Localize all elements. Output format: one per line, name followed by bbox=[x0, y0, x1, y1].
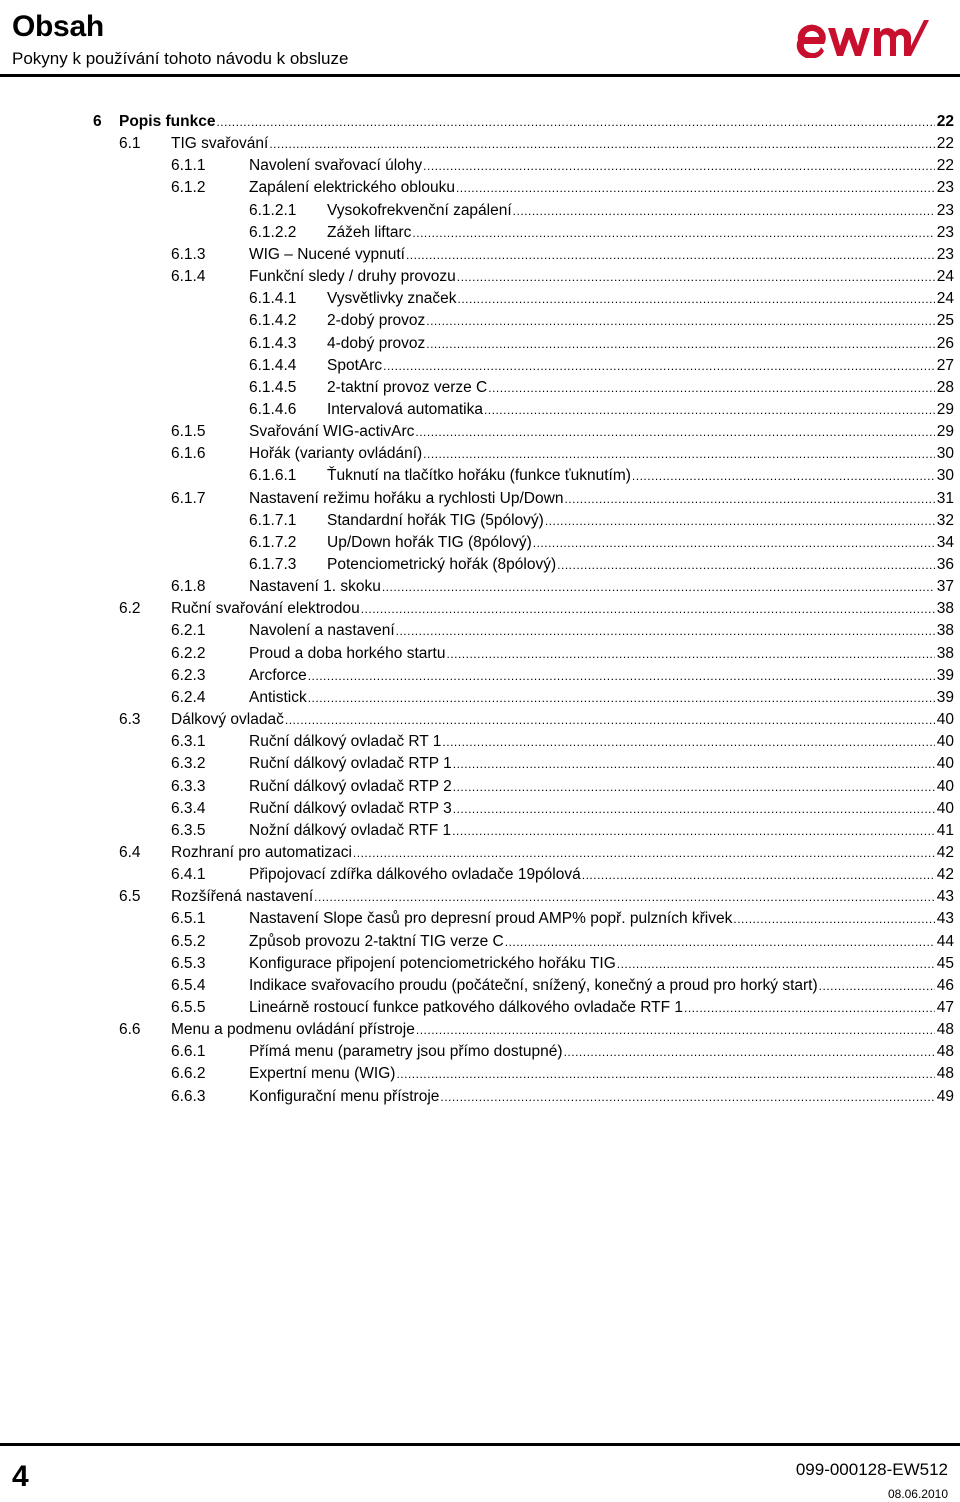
toc-dot-leader bbox=[442, 735, 935, 751]
toc-entry-title: Indikace svařovacího proudu (počáteční, snížený, konečný a proud pro horký start) bbox=[249, 976, 818, 994]
toc-dot-leader bbox=[426, 314, 935, 330]
toc-entry-page: 30 bbox=[936, 467, 954, 485]
toc-entry[interactable] bbox=[249, 508, 954, 530]
toc-entry[interactable] bbox=[171, 1084, 954, 1106]
toc-entry-page: 45 bbox=[936, 954, 954, 972]
toc-entry-page: 22 bbox=[936, 157, 954, 175]
toc-entry-number: 6.3.4 bbox=[171, 799, 206, 817]
toc-entry[interactable] bbox=[249, 220, 954, 242]
toc-dot-leader bbox=[426, 337, 935, 353]
toc-entry-title: Ruční svařování elektrodou bbox=[171, 600, 360, 618]
toc-dot-leader bbox=[457, 270, 935, 286]
document-date: 08.06.2010 bbox=[887, 1487, 948, 1501]
toc-entry-number: 6.1.2 bbox=[171, 179, 206, 197]
toc-entry-page: 23 bbox=[936, 245, 954, 263]
toc-entry-number: 6.1.7 bbox=[171, 489, 206, 507]
toc-entry-page: 43 bbox=[936, 888, 954, 906]
toc-entry[interactable] bbox=[249, 331, 954, 353]
toc-entry-title: WIG – Nucené vypnutí bbox=[249, 245, 405, 263]
toc-entry[interactable] bbox=[171, 818, 954, 840]
toc-dot-leader bbox=[453, 802, 935, 818]
toc-dot-leader bbox=[564, 492, 935, 508]
toc-entry-title: Vysvětlivky značek bbox=[327, 290, 457, 308]
toc-entry-number: 6.5.5 bbox=[171, 999, 206, 1016]
toc-entry-page: 38 bbox=[936, 644, 954, 662]
toc-entry-title: Up/Down hořák TIG (8pólový) bbox=[327, 533, 532, 551]
toc-entry[interactable] bbox=[249, 308, 954, 330]
toc-entry[interactable] bbox=[171, 419, 954, 441]
toc-entry[interactable] bbox=[171, 973, 954, 995]
toc-entry[interactable] bbox=[171, 685, 954, 707]
toc-entry-number: 6.1.4.5 bbox=[249, 378, 297, 396]
toc-entry[interactable] bbox=[171, 574, 954, 596]
toc-entry-number: 6.1.5 bbox=[171, 423, 206, 441]
toc-entry-title: SpotArc bbox=[327, 356, 383, 374]
toc-entry[interactable] bbox=[249, 463, 954, 485]
toc-entry-page: 40 bbox=[936, 733, 954, 751]
toc-entry[interactable] bbox=[171, 441, 954, 463]
toc-entry[interactable] bbox=[171, 486, 954, 508]
toc-entry-title: Funkční sledy / druhy provozu bbox=[249, 268, 456, 286]
toc-entry-title: Zážeh liftarc bbox=[327, 223, 412, 241]
toc-dot-leader bbox=[216, 115, 935, 131]
toc-entry[interactable] bbox=[119, 131, 954, 153]
document-code: 099-000128-EW512 bbox=[795, 1460, 948, 1479]
toc-entry[interactable] bbox=[171, 774, 954, 796]
toc-entry[interactable] bbox=[249, 530, 954, 552]
toc-dot-leader bbox=[285, 713, 935, 729]
toc-dot-leader bbox=[383, 359, 935, 375]
toc-entry-page: 24 bbox=[936, 268, 954, 286]
toc-entry-number: 6.3 bbox=[119, 711, 141, 729]
toc-dot-leader bbox=[684, 1001, 935, 1017]
toc-entry[interactable] bbox=[119, 707, 954, 729]
toc-entry[interactable] bbox=[171, 929, 954, 951]
toc-dot-leader bbox=[488, 381, 935, 397]
toc-entry-page: 24 bbox=[936, 290, 954, 308]
toc-entry-title: Menu a podmenu ovládání přístroje bbox=[171, 1021, 415, 1039]
toc-entry[interactable] bbox=[171, 796, 954, 818]
toc-entry-page: 29 bbox=[936, 423, 954, 441]
toc-entry[interactable] bbox=[171, 951, 954, 973]
toc-entry-title: Ruční dálkový ovladač RTP 3 bbox=[249, 799, 452, 817]
toc-entry-number: 6.5.3 bbox=[171, 954, 206, 972]
toc-entry[interactable] bbox=[249, 397, 954, 419]
toc-dot-leader bbox=[396, 624, 935, 640]
toc-entry-number: 6.5 bbox=[119, 888, 141, 906]
toc-entry-number: 6.2 bbox=[119, 600, 141, 618]
toc-dot-leader bbox=[582, 868, 935, 884]
toc-entry-page: 36 bbox=[936, 556, 954, 573]
toc-dot-leader bbox=[314, 890, 935, 906]
toc-entry-number: 6.1.4.6 bbox=[249, 400, 297, 418]
toc-entry-page: 37 bbox=[936, 578, 954, 596]
toc-entry[interactable] bbox=[171, 175, 954, 197]
toc-entry-page: 29 bbox=[936, 400, 954, 418]
toc-entry-title: Popis funkce bbox=[119, 113, 216, 130]
toc-entry-page: 40 bbox=[936, 755, 954, 773]
page-header bbox=[0, 0, 960, 76]
toc-entry-number: 6.1.3 bbox=[171, 245, 206, 263]
toc-entry[interactable] bbox=[171, 995, 954, 1017]
toc-entry-number: 6.6 bbox=[119, 1021, 141, 1039]
toc-entry[interactable] bbox=[119, 1017, 954, 1039]
toc-entry[interactable] bbox=[171, 729, 954, 751]
toc-dot-leader bbox=[396, 1067, 935, 1083]
toc-dot-leader bbox=[308, 669, 935, 685]
toc-entry[interactable] bbox=[171, 663, 954, 685]
toc-dot-leader bbox=[453, 757, 935, 773]
toc-entry-number: 6.1.2.2 bbox=[249, 223, 297, 241]
toc-entry-page: 48 bbox=[936, 1065, 954, 1083]
toc-entry-number: 6.1 bbox=[119, 135, 141, 153]
toc-dot-leader bbox=[440, 1090, 935, 1106]
toc-entry-title: Konfigurace připojení potenciometrického hořáku TIG bbox=[249, 954, 616, 972]
toc-dot-leader bbox=[458, 292, 936, 308]
toc-entry-number: 6.5.4 bbox=[171, 976, 206, 994]
toc-dot-leader bbox=[505, 935, 935, 951]
toc-entry-page: 39 bbox=[936, 688, 954, 706]
footer-divider bbox=[0, 1443, 960, 1446]
toc-entry[interactable] bbox=[93, 109, 954, 131]
toc-entry-title: Standardní hořák TIG (5pólový) bbox=[327, 511, 544, 529]
toc-dot-leader bbox=[452, 824, 935, 840]
toc-entry-number: 6.6.3 bbox=[171, 1087, 206, 1105]
toc-entry-page: 38 bbox=[936, 622, 954, 640]
toc-entry-number: 6.2.4 bbox=[171, 688, 206, 706]
toc-entry-title: Hořák (varianty ovládání) bbox=[249, 445, 423, 463]
toc-entry[interactable] bbox=[171, 618, 954, 640]
toc-entry-number: 6.1.8 bbox=[171, 578, 206, 596]
toc-entry-title: Zapálení elektrického oblouku bbox=[249, 179, 455, 197]
toc-dot-leader bbox=[564, 1045, 935, 1061]
toc-dot-leader bbox=[819, 979, 935, 995]
toc-entry[interactable] bbox=[171, 1061, 954, 1083]
toc-entry-page: 43 bbox=[936, 910, 954, 928]
toc-dot-leader bbox=[308, 691, 935, 707]
toc-entry[interactable] bbox=[249, 353, 954, 375]
toc-dot-leader bbox=[557, 558, 935, 574]
toc-entry-number: 6.3.3 bbox=[171, 777, 206, 795]
toc-entry-page: 31 bbox=[936, 489, 954, 507]
toc-entry-title: Arcforce bbox=[249, 666, 307, 684]
toc-dot-leader bbox=[545, 514, 935, 530]
toc-entry[interactable] bbox=[171, 153, 954, 175]
toc-entry[interactable] bbox=[119, 596, 954, 618]
toc-entry-title: Konfigurační menu přístroje bbox=[249, 1087, 440, 1105]
toc-entry-number: 6.1.1 bbox=[171, 157, 206, 175]
toc-entry-page: 23 bbox=[936, 223, 954, 241]
toc-entry-number: 6.1.4.4 bbox=[249, 356, 297, 374]
toc-entry-page: 44 bbox=[936, 932, 954, 950]
toc-entry-page: 39 bbox=[936, 666, 954, 684]
toc-entry-title: Potenciometrický hořák (8pólový) bbox=[327, 556, 557, 573]
toc-entry-title: Lineárně rostoucí funkce patkového dálkového ovladače RTF 1 bbox=[249, 999, 683, 1016]
toc-entry[interactable] bbox=[171, 906, 954, 928]
toc-dot-leader bbox=[423, 159, 935, 175]
toc-dot-leader bbox=[513, 204, 935, 220]
toc-entry-title: Antistick bbox=[249, 688, 307, 706]
toc-entry-page: 30 bbox=[936, 445, 954, 463]
page-number: 4 bbox=[12, 1460, 29, 1493]
toc-entry-title: 2-taktní provoz verze C bbox=[327, 378, 488, 396]
toc-entry-page: 48 bbox=[936, 1021, 954, 1039]
toc-entry-page: 32 bbox=[936, 511, 954, 529]
toc-entry-number: 6.1.7.2 bbox=[249, 533, 297, 551]
toc-entry-title: Proud a doba horkého startu bbox=[249, 644, 446, 662]
toc-entry-title: Ruční dálkový ovladač RTP 2 bbox=[249, 777, 452, 795]
toc-dot-leader bbox=[484, 403, 935, 419]
toc-dot-leader bbox=[406, 248, 935, 264]
toc-entry-number: 6.5.2 bbox=[171, 932, 206, 950]
toc-entry-number: 6.1.2.1 bbox=[249, 201, 297, 219]
toc-dot-leader bbox=[453, 780, 935, 796]
toc-entry-title: Nastavení režimu hořáku a rychlosti Up/Down bbox=[249, 489, 564, 507]
toc-entry-page: 27 bbox=[936, 356, 954, 374]
toc-entry[interactable] bbox=[249, 552, 954, 574]
toc-entry-title: Expertní menu (WIG) bbox=[249, 1065, 396, 1083]
toc-dot-leader bbox=[416, 1023, 935, 1039]
toc-entry-title: Přímá menu (parametry jsou přímo dostupné) bbox=[249, 1043, 563, 1061]
toc-dot-leader bbox=[361, 602, 935, 618]
ewm-logo bbox=[794, 18, 934, 58]
toc-entry-number: 6.1.7.1 bbox=[249, 511, 297, 529]
toc-entry-title: Navolení svařovací úlohy bbox=[249, 157, 423, 175]
toc-entry-page: 22 bbox=[936, 113, 954, 130]
toc-entry-title: TIG svařování bbox=[171, 135, 269, 153]
toc-entry-page: 47 bbox=[936, 999, 954, 1016]
toc-entry-page: 40 bbox=[936, 777, 954, 795]
toc-entry-title: Připojovací zdířka dálkového ovladače 19pólová bbox=[249, 866, 581, 884]
toc-entry-number: 6.6.1 bbox=[171, 1043, 206, 1061]
toc-entry[interactable] bbox=[171, 264, 954, 286]
toc-entry-page: 40 bbox=[936, 799, 954, 817]
toc-entry-page: 22 bbox=[936, 135, 954, 153]
toc-entry[interactable] bbox=[171, 242, 954, 264]
toc-entry-page: 46 bbox=[936, 976, 954, 994]
toc-entry-title: Nastavení Slope časů pro depresní proud AMP% popř. pulzních křivek bbox=[249, 910, 733, 928]
toc-entry-title: Rozhraní pro automatizaci bbox=[171, 843, 352, 861]
toc-dot-leader bbox=[412, 226, 935, 242]
toc-entry-number: 6.2.2 bbox=[171, 644, 206, 662]
toc-entry-title: Způsob provozu 2-taktní TIG verze C bbox=[249, 932, 504, 950]
toc-entry-title: Rozšířená nastavení bbox=[171, 888, 314, 906]
toc-dot-leader bbox=[423, 447, 935, 463]
toc-dot-leader bbox=[353, 846, 935, 862]
toc-dot-leader bbox=[733, 912, 935, 928]
toc-entry-title: Ruční dálkový ovladač RT 1 bbox=[249, 733, 442, 751]
toc-entry-page: 40 bbox=[936, 711, 954, 729]
toc-entry-number: 6.2.1 bbox=[171, 622, 206, 640]
toc-entry[interactable] bbox=[249, 375, 954, 397]
toc-entry[interactable] bbox=[249, 286, 954, 308]
toc-entry-number: 6.4 bbox=[119, 843, 141, 861]
toc-entry-number: 6.6.2 bbox=[171, 1065, 206, 1083]
toc-entry-number: 6.3.5 bbox=[171, 821, 206, 839]
toc-entry-title: Svařování WIG-activArc bbox=[249, 423, 415, 441]
toc-entry-number: 6.3.1 bbox=[171, 733, 206, 751]
toc-dot-leader bbox=[269, 137, 935, 153]
toc-entry-title: Navolení a nastavení bbox=[249, 622, 395, 640]
toc-entry-page: 49 bbox=[936, 1087, 954, 1105]
toc-entry-title: Dálkový ovladač bbox=[171, 711, 284, 729]
toc-entry-number: 6.1.4.3 bbox=[249, 334, 297, 352]
toc-entry-page: 34 bbox=[936, 533, 954, 551]
toc-entry-page: 48 bbox=[936, 1043, 954, 1061]
toc-entry-page: 38 bbox=[936, 600, 954, 618]
toc-entry-title: Ruční dálkový ovladač RTP 1 bbox=[249, 755, 452, 773]
toc-entry-number: 6.1.4 bbox=[171, 268, 206, 286]
toc-entry-number: 6.2.3 bbox=[171, 666, 206, 684]
toc-entry-page: 23 bbox=[936, 179, 954, 197]
toc-entry-number: 6 bbox=[93, 113, 102, 130]
toc-dot-leader bbox=[382, 580, 935, 596]
toc-entry[interactable] bbox=[119, 840, 954, 862]
toc-entry-page: 26 bbox=[936, 334, 954, 352]
toc-dot-leader bbox=[456, 181, 935, 197]
toc-entry[interactable] bbox=[171, 751, 954, 773]
toc-entry-page: 25 bbox=[936, 312, 954, 330]
toc-entry-number: 6.1.7.3 bbox=[249, 556, 297, 573]
toc-entry-number: 6.4.1 bbox=[171, 866, 206, 884]
toc-entry[interactable] bbox=[249, 198, 954, 220]
toc-dot-leader bbox=[446, 647, 935, 663]
toc-entry[interactable] bbox=[171, 1039, 954, 1061]
toc-entry-title: Intervalová automatika bbox=[327, 400, 483, 418]
toc-entry-number: 6.5.1 bbox=[171, 910, 206, 928]
toc-entry-page: 23 bbox=[936, 201, 954, 219]
toc-entry[interactable] bbox=[119, 884, 954, 906]
page-title: Obsah bbox=[12, 10, 104, 43]
toc-entry[interactable] bbox=[171, 862, 954, 884]
toc-entry-title: Nožní dálkový ovladač RTF 1 bbox=[249, 821, 452, 839]
toc-entry-number: 6.1.4.1 bbox=[249, 290, 297, 308]
toc-dot-leader bbox=[533, 536, 935, 552]
toc-entry-page: 42 bbox=[936, 843, 954, 861]
toc-entry-title: 4-dobý provoz bbox=[327, 334, 426, 352]
toc-entry[interactable] bbox=[171, 641, 954, 663]
toc-entry-title: Vysokofrekvenční zapálení bbox=[327, 201, 512, 219]
toc-entry-title: Ťuknutí na tlačítko hořáku (funkce ťuknutím) bbox=[327, 467, 631, 485]
toc-dot-leader bbox=[617, 957, 935, 973]
toc-dot-leader bbox=[415, 425, 935, 441]
toc-entry-number: 6.1.4.2 bbox=[249, 312, 297, 330]
toc-dot-leader bbox=[632, 469, 935, 485]
toc-entry-number: 6.1.6 bbox=[171, 445, 206, 463]
page-subtitle: Pokyny k používání tohoto návodu k obsluze bbox=[12, 49, 349, 68]
toc-entry-number: 6.3.2 bbox=[171, 755, 206, 773]
header-divider bbox=[0, 74, 960, 77]
toc-entry-page: 28 bbox=[936, 378, 954, 396]
toc-entry-page: 41 bbox=[936, 821, 954, 839]
toc-entry-title: Nastavení 1. skoku bbox=[249, 578, 381, 596]
toc-entry-page: 42 bbox=[936, 866, 954, 884]
toc-entry-number: 6.1.6.1 bbox=[249, 467, 297, 485]
toc-entry-title: 2-dobý provoz bbox=[327, 312, 426, 330]
